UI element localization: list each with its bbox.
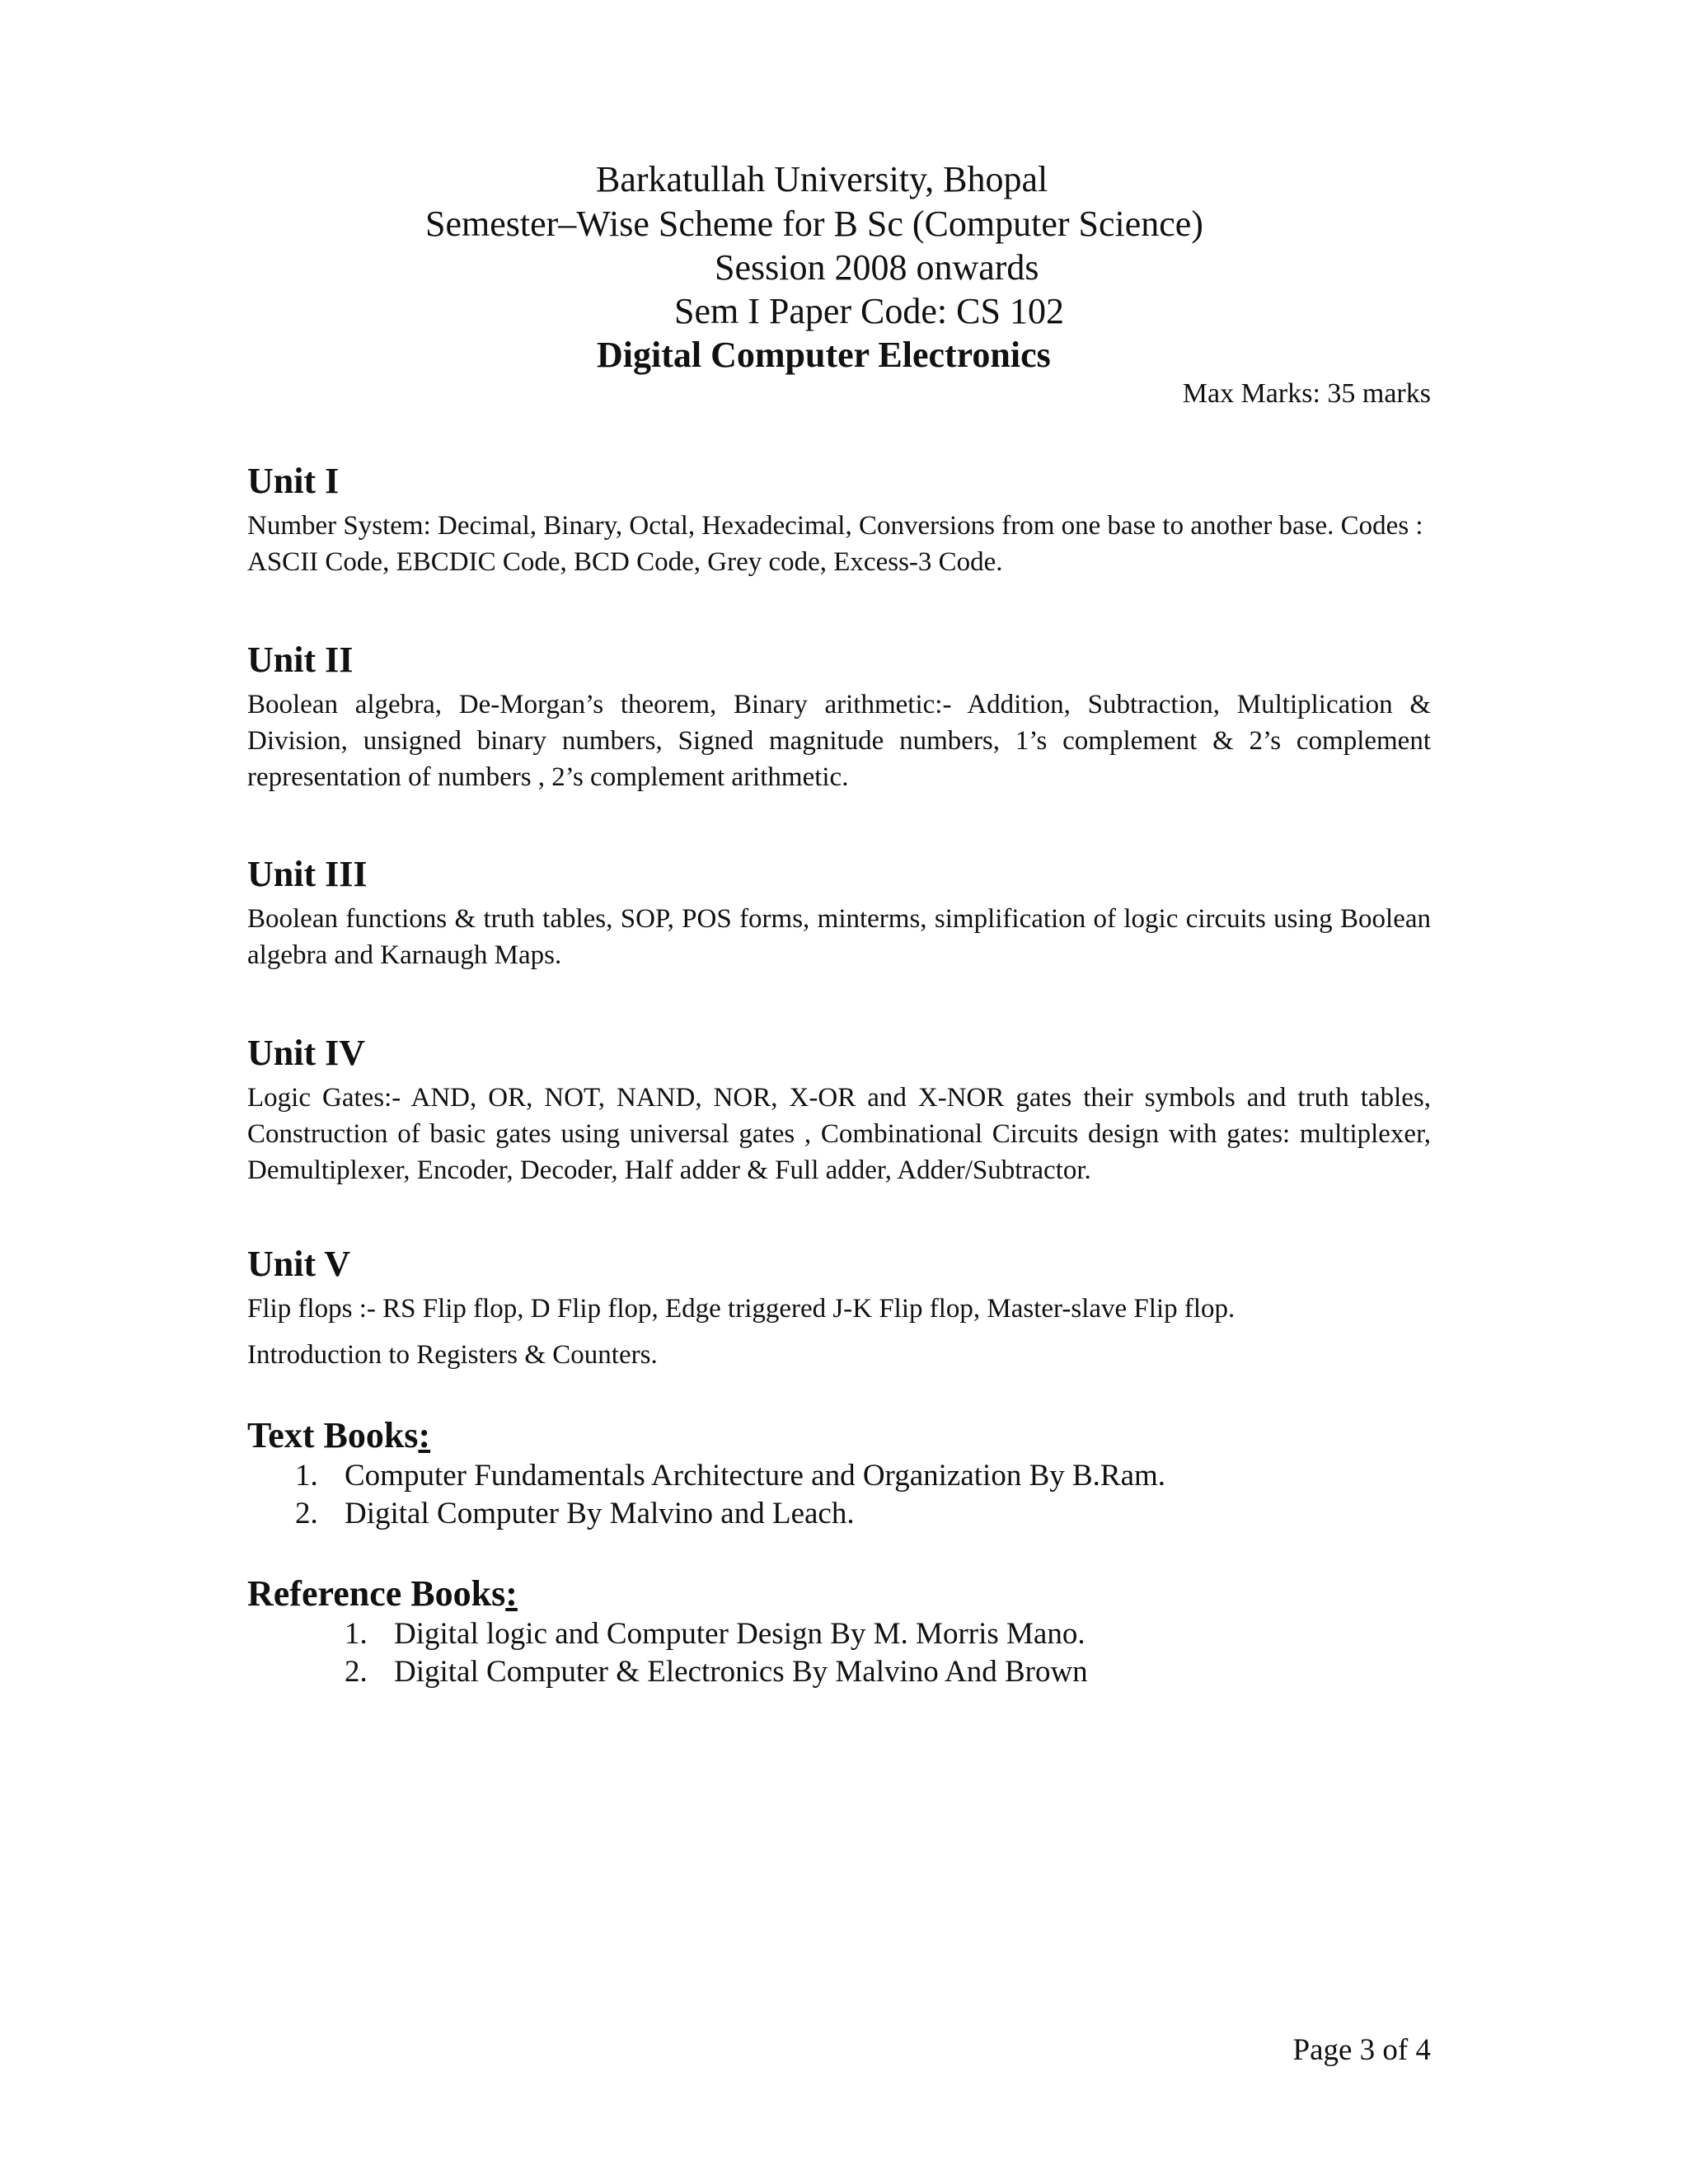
list-item: [247, 1653, 1431, 1691]
unit-section: [247, 639, 1431, 795]
list-item-text: Digital Computer & Electronics By Malvino And Brown: [394, 1655, 1088, 1689]
list-item-text: Digital Computer By Malvino and Leach.: [345, 1497, 855, 1530]
unit-body: Logic Gates:- AND, OR, NOT, NAND, NOR, X-OR and X-NOR gates their symbols and truth tables, Construction of basic gates using universal gates , Combinational Circuits design with gates: multiplexer, Demultiplexer, Encoder, Decoder, Half adder & Full adder, Adder/Subtractor.: [247, 1083, 1431, 1185]
unit-body: [247, 1291, 1431, 1373]
list-item-text: Computer Fundamentals Architecture and Organization By B.Ram.: [345, 1459, 1166, 1493]
university-name: Barkatullah University, Bhopal: [596, 159, 1048, 199]
paper-code-line: Sem I Paper Code: CS 102: [674, 291, 1064, 331]
list-item: [247, 1457, 1431, 1495]
reference-books-heading-colon: :: [505, 1573, 518, 1614]
unit-section: [247, 1032, 1431, 1188]
list-item: [247, 1615, 1431, 1653]
reference-books-section: [247, 1572, 1431, 1691]
list-item-number: 2.: [295, 1497, 318, 1530]
list-item-number: 1.: [295, 1459, 318, 1493]
reference-books-heading-label: Reference Books: [247, 1573, 506, 1614]
unit-heading: Unit IV: [247, 1033, 366, 1073]
unit-section: [247, 853, 1431, 973]
unit-section: [247, 1243, 1431, 1373]
scheme-title: Semester–Wise Scheme for B Sc (Computer Science): [425, 204, 1203, 244]
unit-body: Boolean algebra, De-Morgan’s theorem, Binary arithmetic:- Addition, Subtraction, Multiplication & Division, unsigned binary numbers, Signed magnitude numbers, 1’s complement & 2’s complement representation of numbers , 2’s complement arithmetic.: [247, 690, 1431, 792]
list-item-text: Digital logic and Computer Design By M. Morris Mano.: [394, 1617, 1085, 1651]
course-title: Digital Computer Electronics: [597, 335, 1051, 375]
unit-heading: Unit II: [247, 640, 354, 680]
unit-heading: Unit I: [247, 461, 340, 501]
text-books-section: [247, 1414, 1431, 1533]
page-number: Page 3 of 4: [1292, 2033, 1431, 2067]
max-marks: Max Marks: 35 marks: [1182, 378, 1431, 409]
unit-body: Number System: Decimal, Binary, Octal, Hexadecimal, Conversions from one base to another base. Codes : ASCII Code, EBCDIC Code, BCD Code, Grey code, Excess-3 Code.: [247, 511, 1423, 577]
text-books-heading-label: Text Books: [247, 1415, 419, 1455]
list-item-number: 1.: [345, 1617, 368, 1651]
text-books-list: [247, 1457, 1431, 1533]
list-item-number: 2.: [345, 1655, 368, 1689]
session-line: Session 2008 onwards: [715, 247, 1039, 288]
unit-section: [247, 460, 1431, 580]
unit-body-line: Introduction to Registers & Counters.: [247, 1340, 658, 1370]
list-item: [247, 1495, 1431, 1533]
unit-heading: Unit III: [247, 854, 368, 894]
reference-books-list: [247, 1615, 1431, 1691]
unit-body: Boolean functions & truth tables, SOP, POS forms, minterms, simplification of logic circuits using Boolean algebra and Karnaugh Maps.: [247, 904, 1431, 970]
text-books-heading-colon: :: [418, 1415, 431, 1455]
text-books-heading: [247, 1414, 1431, 1457]
unit-heading: Unit V: [247, 1244, 351, 1284]
unit-body-line: Flip flops :- RS Flip flop, D Flip flop, Edge triggered J-K Flip flop, Master-slave Flip flop.: [247, 1294, 1236, 1324]
reference-books-heading: [247, 1572, 1431, 1615]
